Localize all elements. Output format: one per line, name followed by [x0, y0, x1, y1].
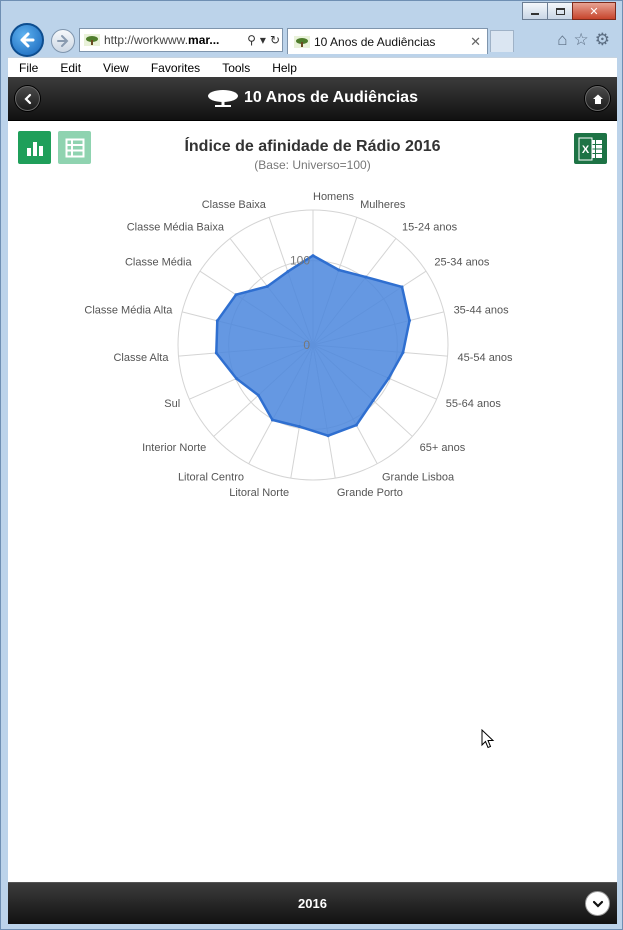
minimize-button[interactable]	[522, 2, 548, 20]
radar-point	[401, 351, 404, 354]
radar-point	[266, 285, 269, 288]
app-home-button[interactable]	[585, 86, 610, 111]
search-icon[interactable]: ⚲	[247, 33, 256, 47]
mouse-cursor-icon	[481, 729, 495, 749]
svg-text:X: X	[581, 143, 589, 156]
chart-subtitle: (Base: Universo=100)	[254, 158, 371, 172]
year-dropdown-button[interactable]	[585, 891, 610, 916]
tab-close-icon[interactable]: ✕	[470, 33, 481, 49]
tab-favicon-icon	[294, 36, 310, 48]
back-button[interactable]	[10, 23, 44, 57]
menu-tools[interactable]: Tools	[222, 60, 251, 75]
radar-point	[364, 276, 367, 279]
site-favicon-icon	[84, 34, 100, 46]
home-icon[interactable]: ⌂	[557, 30, 568, 49]
browser-tools	[557, 30, 610, 50]
chevron-down-icon	[592, 898, 604, 910]
category-label: Grande Porto	[336, 487, 403, 500]
category-label: 45-54 anos	[457, 351, 513, 364]
maximize-icon	[556, 8, 565, 15]
address-url: http://workwww.mar...	[104, 33, 220, 47]
tab-title: 10 Anos de Audiências	[314, 34, 436, 49]
app-header	[8, 77, 617, 121]
category-label: Classe Média Alta	[84, 304, 173, 317]
radar-point	[235, 377, 238, 380]
maximize-button[interactable]	[547, 2, 573, 20]
radar-point	[286, 270, 289, 273]
menu-view[interactable]: View	[103, 60, 129, 75]
radar-point	[312, 254, 315, 257]
app-title-text: 10 Anos de Audiências	[244, 89, 418, 106]
menu-favorites[interactable]: Favorites	[150, 60, 201, 75]
radar-point	[387, 377, 390, 380]
radar-point	[401, 285, 404, 288]
browser-tab[interactable]	[287, 28, 488, 54]
category-label: 65+ anos	[419, 442, 466, 455]
radial-tick-label: 100	[289, 253, 310, 268]
forward-button[interactable]	[51, 29, 75, 53]
radar-point	[271, 418, 274, 421]
close-window-button[interactable]	[572, 2, 616, 20]
menu-file[interactable]: File	[19, 60, 39, 75]
radar-point	[372, 399, 375, 402]
menu-bar	[8, 57, 617, 77]
radar-series-area	[216, 253, 409, 436]
radar-chart	[8, 177, 617, 507]
back-arrow-icon	[17, 30, 37, 50]
app-footer	[8, 882, 617, 924]
category-label: Grande Lisboa	[382, 471, 455, 484]
category-label: Classe Alta	[113, 351, 169, 364]
category-label: 35-44 anos	[453, 304, 509, 317]
window-controls	[523, 2, 616, 20]
radial-tick-label: 0	[303, 338, 310, 352]
home-icon	[592, 93, 604, 105]
menu-help[interactable]: Help	[272, 60, 297, 75]
app-title	[8, 89, 617, 107]
year-selector-label[interactable]: 2016	[298, 896, 327, 911]
chart-title: Índice de afinidade de Rádio 2016	[184, 138, 441, 155]
forward-arrow-icon	[56, 34, 70, 48]
category-label: Interior Norte	[142, 442, 207, 455]
category-label: 15-24 anos	[402, 221, 458, 234]
radar-point	[216, 319, 219, 322]
category-label: Mulheres	[360, 198, 406, 211]
category-label: Litoral Norte	[229, 487, 290, 500]
category-label: 25-34 anos	[434, 256, 490, 269]
refresh-icon[interactable]: ↻	[269, 33, 280, 47]
favorites-star-icon[interactable]: ☆	[573, 30, 589, 49]
radar-point	[327, 434, 330, 437]
radar-point	[355, 424, 358, 427]
navigation-row	[1, 21, 622, 57]
address-bar[interactable]	[79, 28, 283, 52]
radar-point	[235, 293, 238, 296]
tree-logo-icon	[207, 89, 239, 107]
category-label: Classe Média	[124, 256, 192, 269]
category-label: Litoral Centro	[177, 471, 244, 484]
category-label: Classe Baixa	[201, 198, 266, 211]
dropdown-icon[interactable]: ▾	[259, 33, 266, 47]
minimize-icon	[531, 13, 539, 15]
settings-gear-icon[interactable]: ⚙	[594, 30, 610, 49]
close-icon: ✕	[589, 5, 599, 18]
category-label: Sul	[164, 398, 181, 411]
radar-point	[408, 319, 411, 322]
category-label: 55-64 anos	[445, 398, 501, 411]
web-page	[8, 77, 617, 924]
radar-point	[298, 425, 301, 428]
new-tab-button[interactable]	[490, 30, 514, 52]
category-label: Homens	[313, 191, 354, 203]
radar-point	[337, 268, 340, 271]
menu-edit[interactable]: Edit	[60, 60, 82, 75]
radar-point	[215, 352, 218, 355]
category-label: Classe Média Baixa	[126, 221, 224, 234]
radar-point	[257, 394, 260, 397]
radar-series	[215, 254, 411, 437]
